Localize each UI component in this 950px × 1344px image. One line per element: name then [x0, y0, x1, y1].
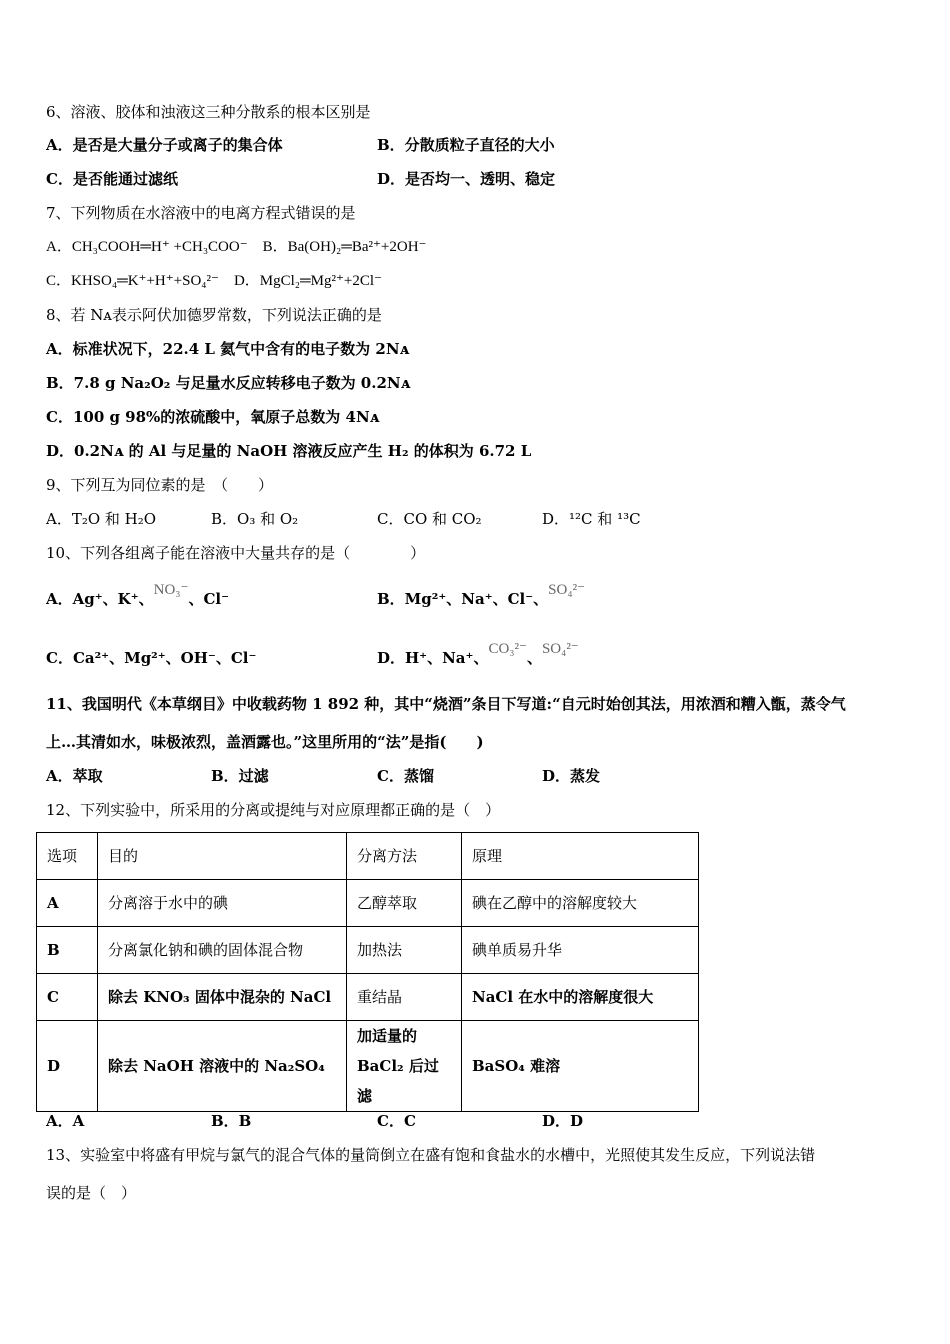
table-cell: 加热法	[347, 927, 462, 974]
q8-option-b: B．7.8 g Na₂O₂ 与足量水反应转移电子数为 0.2Nᴀ	[46, 374, 411, 392]
table-cell: 除去 KNO₃ 固体中混杂的 NaCl	[98, 974, 347, 1021]
table-cell: A	[37, 880, 98, 927]
sulfate-ion: SO₄²⁻	[548, 582, 585, 598]
table-header-cell: 原理	[462, 833, 699, 880]
q10-option-d-sep: 、	[526, 649, 542, 667]
q10-stem: 10、下列各组离子能在溶液中大量共存的是（ ）	[46, 544, 426, 562]
q12-stem: 12、下列实验中，所采用的分离或提纯与对应原理都正确的是（ ）	[46, 801, 501, 819]
table-row	[37, 1021, 699, 1112]
table-cell: 除去 NaOH 溶液中的 Na₂SO₄	[98, 1021, 347, 1112]
table-cell: 分离溶于水中的碘	[98, 880, 347, 927]
q7-options-cd: C．KHSO₄═K⁺+H⁺+SO₄²⁻ D．MgCl₂═Mg²⁺+2Cl⁻	[46, 273, 382, 289]
q6-option-a: A．是否是大量分子或离子的集合体	[46, 136, 283, 154]
q8-option-d: D．0.2Nᴀ 的 Al 与足量的 NaOH 溶液反应产生 H₂ 的体积为 6.72 L	[46, 442, 532, 460]
q9-stem: 9、下列互为同位素的是 （ ）	[46, 476, 274, 494]
q10-option-a-text: A．Ag⁺、K⁺、	[46, 590, 154, 608]
q9-option-d: D．¹²C 和 ¹³C	[542, 510, 641, 528]
carbonate-ion: CO₃²⁻	[488, 641, 527, 657]
q6-option-b: B．分散质粒子直径的大小	[377, 136, 555, 154]
table-cell: 碘单质易升华	[462, 927, 699, 974]
q10-option-d-text: D．H⁺、Na⁺、	[377, 649, 489, 667]
table-header-cell: 分离方法	[347, 833, 462, 880]
q11-option-a: A．萃取	[46, 767, 103, 785]
table-header-cell: 目的	[98, 833, 347, 880]
q12-option-d: D．D	[542, 1112, 584, 1130]
table-cell	[347, 1021, 462, 1112]
q6-stem: 6、溶液、胶体和浊液这三种分散系的根本区别是	[46, 103, 371, 121]
q6-option-c: C．是否能通过滤纸	[46, 170, 178, 188]
q11-option-c: C．蒸馏	[377, 767, 434, 785]
q10-option-c: C．Ca²⁺、Mg²⁺、OH⁻、Cl⁻	[46, 649, 257, 667]
table-header-row	[37, 833, 699, 880]
q12-option-a: A．A	[46, 1112, 85, 1130]
q9-option-a: A．T₂O 和 H₂O	[46, 510, 157, 528]
q8-stem: 8、若 Nᴀ表示阿伏加德罗常数，下列说法正确的是	[46, 306, 382, 324]
q11-stem-line2: 上…其清如水，味极浓烈，盖酒露也。”这里所用的“法”是指( )	[46, 733, 484, 751]
q13-stem-line1: 13、实验室中将盛有甲烷与氯气的混合气体的量筒倒立在盛有饱和食盐水的水槽中，光照使其发生反应，下列说法错	[46, 1146, 816, 1164]
table-cell: D	[37, 1021, 98, 1112]
q10-option-a	[46, 582, 230, 610]
q12-table	[36, 832, 699, 1112]
q13-stem-line2: 误的是（ ）	[46, 1184, 137, 1202]
q11-stem-line1: 11、我国明代《本草纲目》中收载药物 1 892 种，其中“烧酒”条目下写道:“自元时始创其法，用浓酒和糟入甑，蒸令气	[46, 695, 846, 713]
q9-option-b: B．O₃ 和 O₂	[211, 510, 299, 528]
table-row	[37, 927, 699, 974]
q10-option-d	[377, 641, 579, 669]
table-cell: B	[37, 927, 98, 974]
method-line-2: BaCl₂ 后过滤	[357, 1057, 439, 1105]
table-cell: 分离氯化钠和碘的固体混合物	[98, 927, 347, 974]
q12-option-b: B．B	[211, 1112, 252, 1130]
q10-option-b	[377, 582, 585, 610]
q8-option-a: A．标准状况下，22.4 L 氦气中含有的电子数为 2Nᴀ	[46, 340, 410, 358]
table-cell: 重结晶	[347, 974, 462, 1021]
table-row	[37, 974, 699, 1021]
q8-option-c: C．100 g 98%的浓硫酸中，氧原子总数为 4Nᴀ	[46, 408, 380, 426]
q6-option-d: D．是否均一、透明、稳定	[377, 170, 556, 188]
table-header-cell: 选项	[37, 833, 98, 880]
q10-option-a-tail: 、Cl⁻	[188, 590, 230, 608]
q7-stem: 7、下列物质在水溶液中的电离方程式错误的是	[46, 204, 356, 222]
q10-option-b-text: B．Mg²⁺、Na⁺、Cl⁻、	[377, 590, 549, 608]
q11-option-b: B．过滤	[211, 767, 269, 785]
nitrate-ion: NO₃⁻	[153, 582, 189, 598]
table-cell: NaCl 在水中的溶解度很大	[462, 974, 699, 1021]
q12-option-c: C．C	[377, 1112, 416, 1130]
table-cell: 乙醇萃取	[347, 880, 462, 927]
table-cell: BaSO₄ 难溶	[462, 1021, 699, 1112]
q11-option-d: D．蒸发	[542, 767, 601, 785]
sulfate-ion-2: SO₄²⁻	[541, 641, 579, 657]
q7-options-ab: A．CH₃COOH═H⁺ +CH₃COO⁻ B．Ba(OH)₂═Ba²⁺+2OH⁻	[46, 239, 427, 255]
table-cell: 碘在乙醇中的溶解度较大	[462, 880, 699, 927]
table-row	[37, 880, 699, 927]
method-line-1: 加适量的	[357, 1027, 418, 1045]
table-cell: C	[37, 974, 98, 1021]
q9-option-c: C．CO 和 CO₂	[377, 510, 482, 528]
